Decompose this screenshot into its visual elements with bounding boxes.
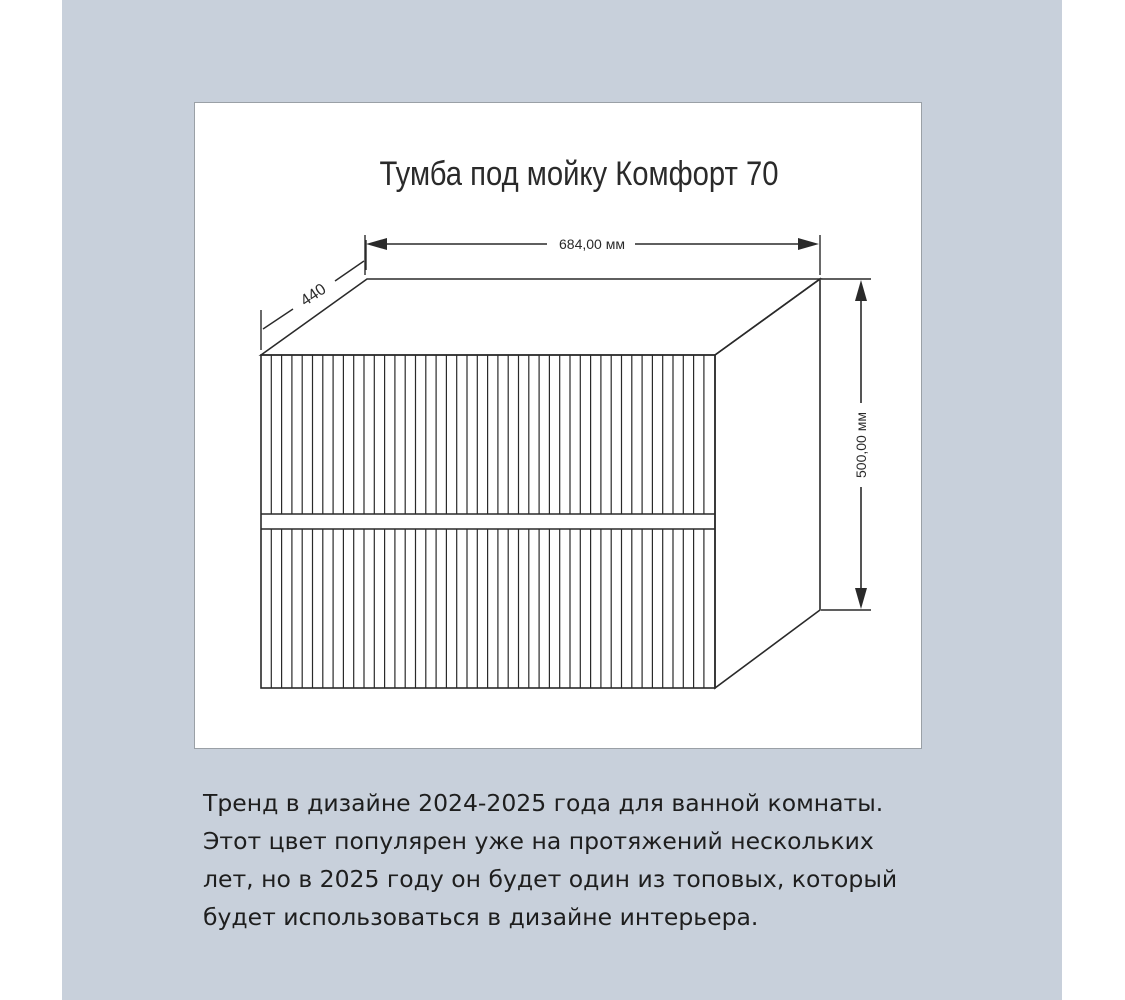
cabinet-top <box>261 279 820 355</box>
width-label: 684,00 мм <box>559 236 625 252</box>
cabinet-body <box>261 279 820 688</box>
cabinet-side <box>715 279 820 688</box>
caption-text <box>203 784 963 936</box>
caption-line: будет использоваться в дизайне интерьера. <box>203 903 759 931</box>
caption-line: лет, но в 2025 году он будет один из топовых, который <box>203 865 898 893</box>
diagram-card <box>194 102 922 749</box>
fluted-slats <box>271 355 704 688</box>
depth-label: 440 <box>297 280 330 310</box>
diagram-title: Тумба под мойку Комфорт 70 <box>379 153 779 193</box>
caption-line: Этот цвет популярен уже на протяжений нескольких <box>203 827 874 855</box>
caption-line: Тренд в дизайне 2024-2025 года для ванной комнаты. <box>203 789 884 817</box>
cabinet-diagram <box>195 103 923 750</box>
height-label: 500,00 мм <box>853 412 869 478</box>
